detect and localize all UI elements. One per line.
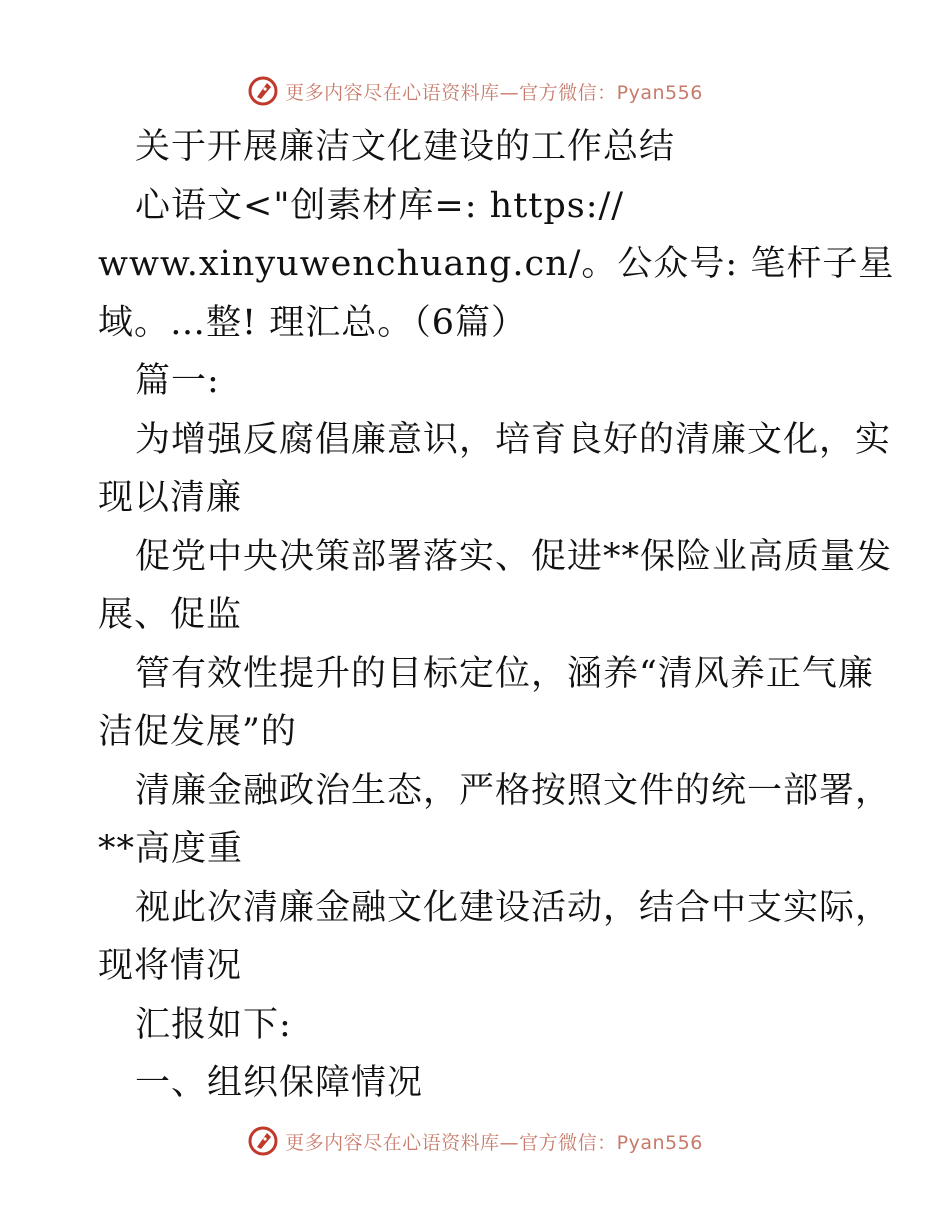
text-line: 管有效性提升的目标定位，涵养“清风养正气廉 (135, 653, 874, 694)
text-line: 洁促发展”的 (98, 712, 297, 752)
text-line: 心语文<"创素材库=: https:// (135, 185, 625, 226)
pen-nib-logo-icon (247, 1125, 279, 1157)
text-line: 促党中央决策部署落实、促进**保险业高质量发 (135, 536, 893, 577)
pen-nib-logo-icon (247, 75, 279, 107)
document-body (98, 118, 895, 1113)
section-heading: 篇一: (135, 361, 220, 401)
text-line: 为增强反腐倡廉意识，培育良好的清廉文化，实 (135, 419, 892, 460)
section-heading: 一、组织保障情况 (135, 1063, 424, 1103)
text-line: **高度重 (98, 829, 244, 869)
document-title: 关于开展廉洁文化建设的工作总结 (135, 127, 676, 167)
watermark-text: 更多内容尽在心语资料库—官方微信：Pyan556 (285, 1131, 703, 1154)
text-line: www.xinyuwenchuang.cn/。公众号: 笔杆子星 (98, 244, 895, 284)
text-line: 域。…整! 理汇总。（6篇） (98, 302, 527, 343)
watermark-text: 更多内容尽在心语资料库—官方微信：Pyan556 (285, 81, 703, 104)
text-line: 现以清廉 (98, 478, 243, 518)
footer-watermark (0, 1121, 950, 1161)
header-watermark (0, 71, 950, 111)
text-line: 现将情况 (98, 946, 243, 986)
text-line: 展、促监 (98, 595, 243, 635)
text-line: 视此次清廉金融文化建设活动，结合中支实际， (135, 887, 892, 928)
text-line: 汇报如下: (135, 1004, 292, 1045)
text-line: 清廉金融政治生态，严格按照文件的统一部署， (135, 770, 892, 811)
